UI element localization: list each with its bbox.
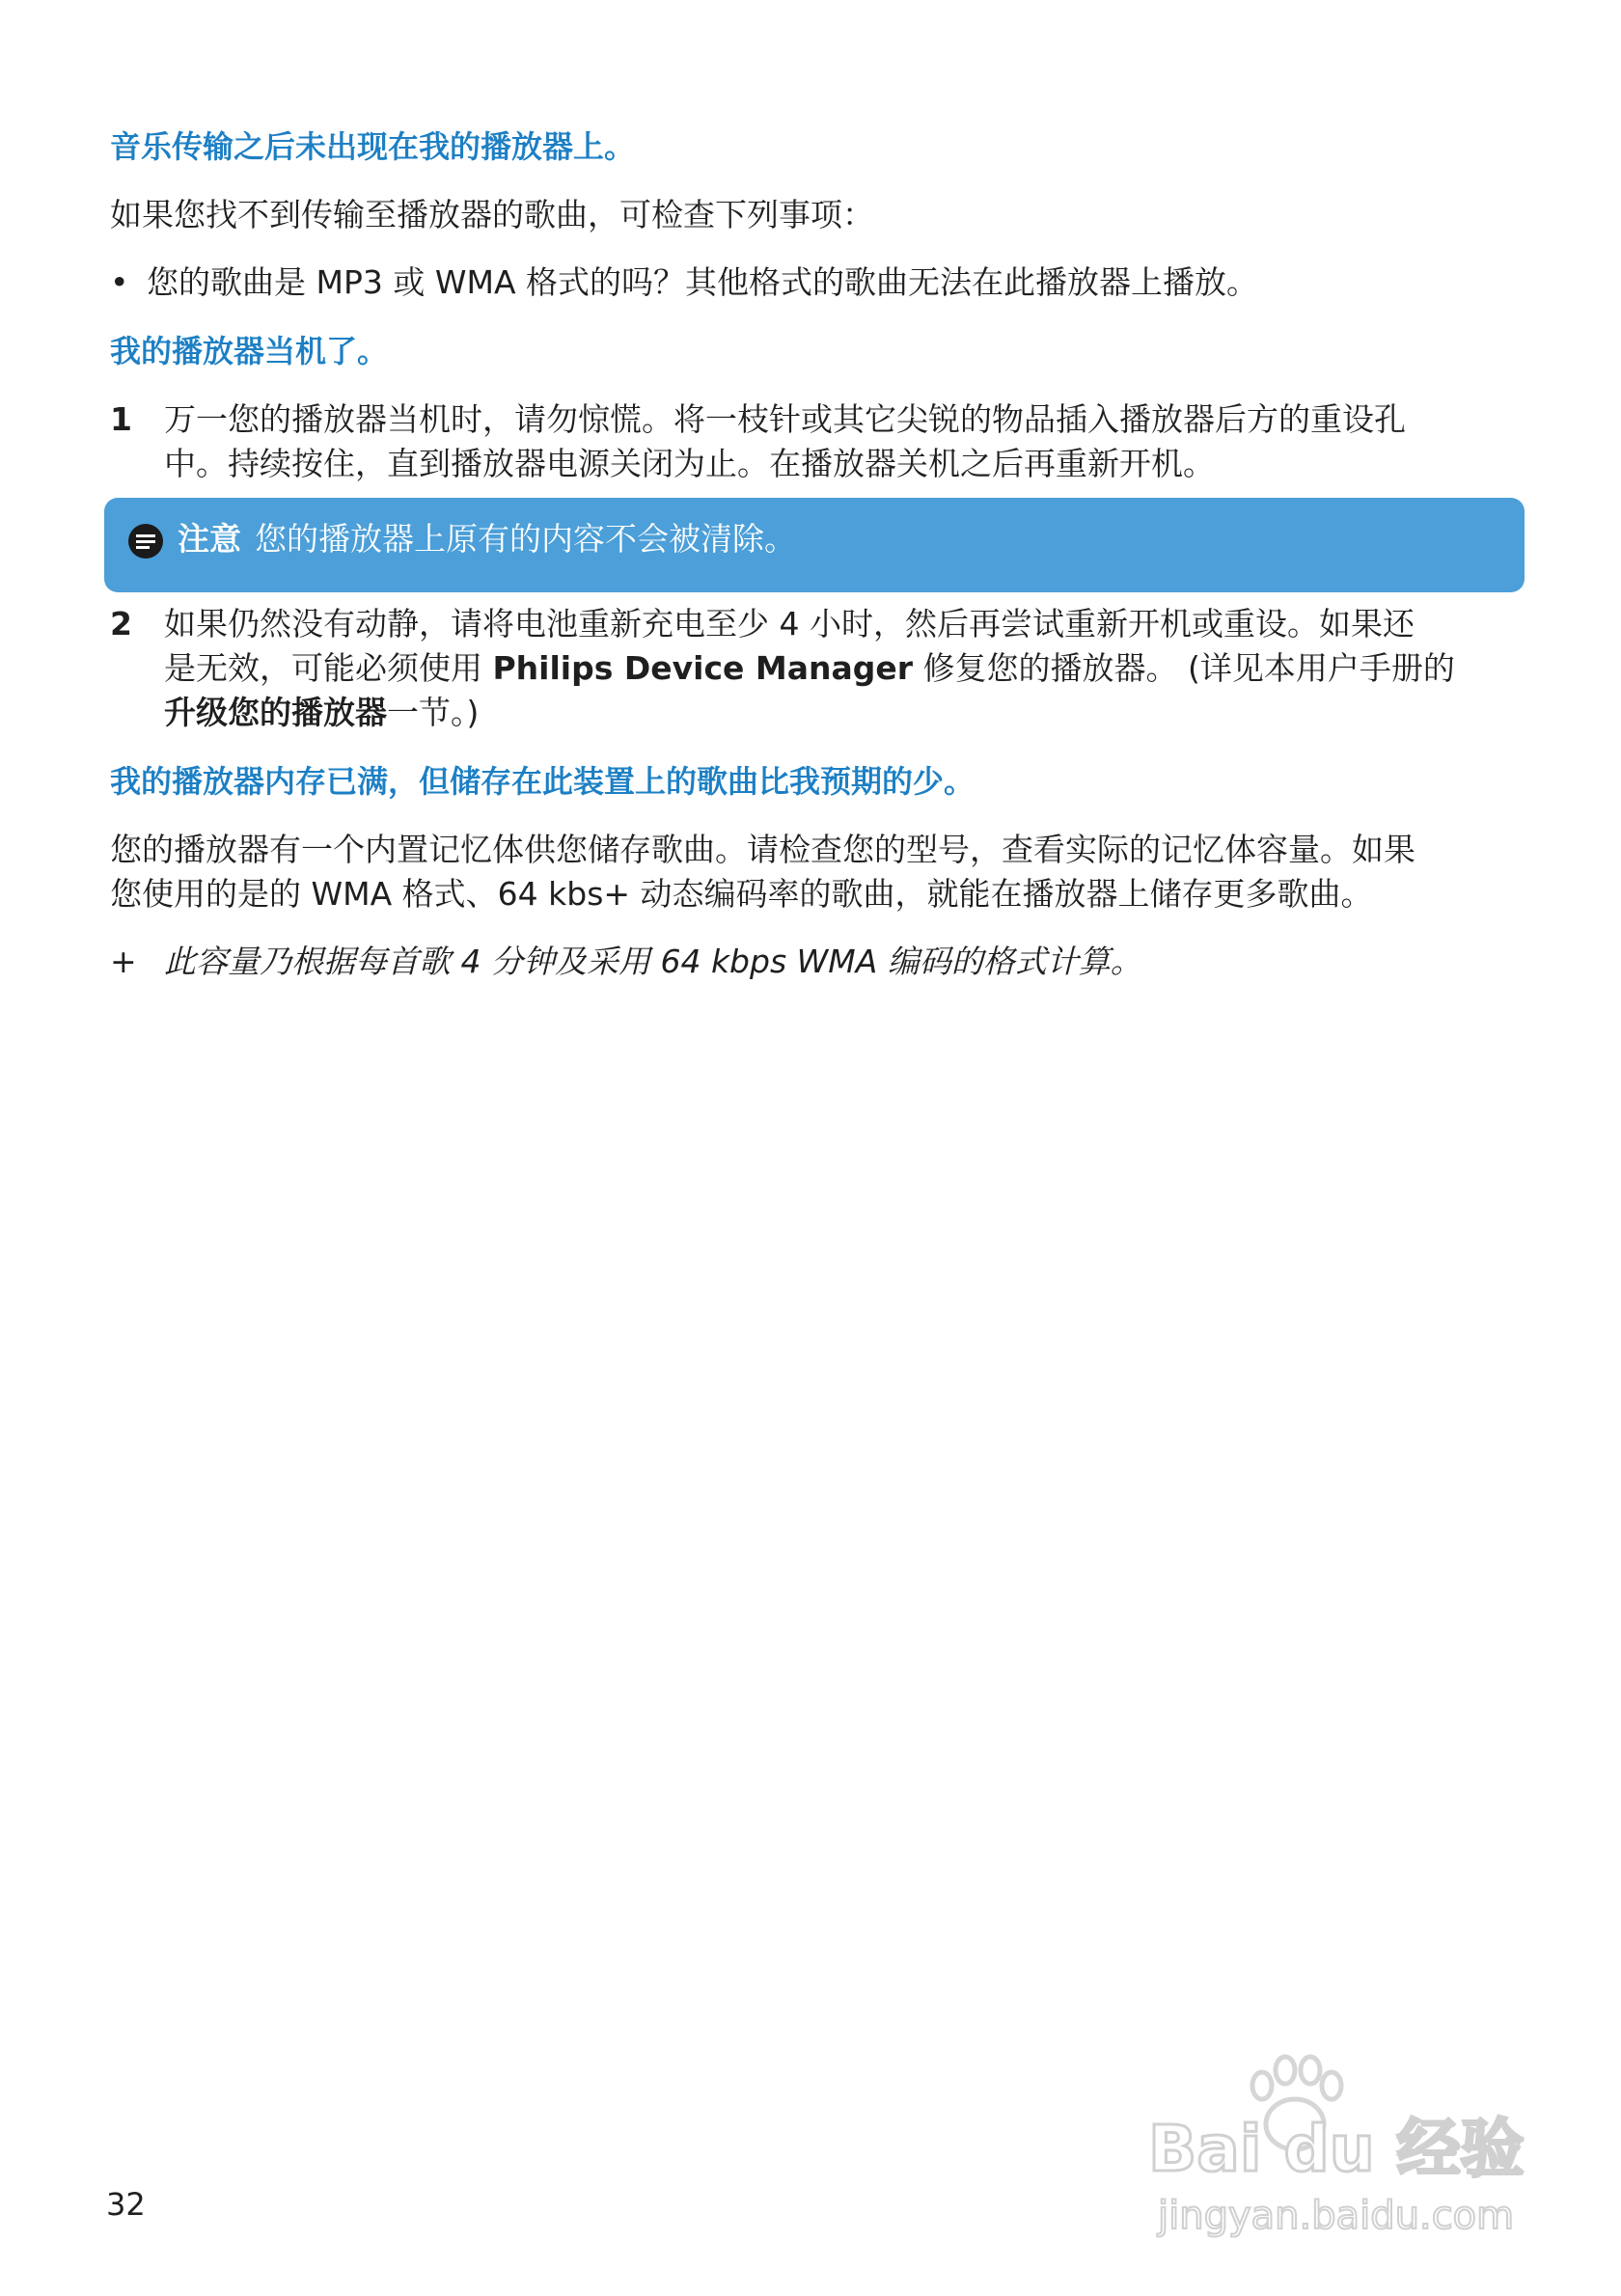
footnote: [110, 940, 1142, 984]
heading-music-not-shown: 音乐传输之后未出现在我的播放器上。: [110, 128, 636, 165]
paragraph-memory-line-2: 您使用的是的 WMA 格式、64 kbs+ 动态编码率的歌曲，就能在播放器上储存更多歌曲。: [110, 875, 1373, 913]
bullet-marker: •: [110, 263, 129, 301]
watermark-url: jingyan.baidu.com: [1158, 2194, 1515, 2238]
heading-player-crashed: 我的播放器当机了。: [110, 333, 389, 369]
step-2-text: [164, 602, 1455, 735]
note-label: 注意: [178, 520, 241, 558]
paragraph-memory-line-1: 您的播放器有一个内置记忆体供您储存歌曲。请检查您的型号，查看实际的记忆体容量。如果: [110, 831, 1415, 868]
note-text: 您的播放器上原有的内容不会被清除。: [255, 520, 796, 558]
paragraph-check-items: 如果您找不到传输至播放器的歌曲，可检查下列事项：: [110, 196, 874, 233]
step-2-line-2: [164, 646, 1455, 691]
watermark-brand: Bai du 经验: [1148, 2112, 1525, 2186]
footnote-text: 此容量乃根据每首歌 4 分钟及采用 64 kbps WMA 编码的格式计算。: [164, 943, 1142, 980]
bullet-item-format: [110, 260, 1258, 305]
section-reference: 升级您的播放器: [164, 694, 387, 731]
step-1-line-2: 中。持续按住，直到播放器电源关闭为止。在播放器关机之后再重新开机。: [164, 445, 1215, 482]
note-box: [104, 498, 1525, 592]
step-number: 2: [110, 605, 132, 642]
note-icon: [127, 523, 164, 560]
note-content: [178, 517, 796, 561]
step-2-line-2-pre: 是无效，可能必须使用: [164, 649, 493, 687]
paragraph-memory: [110, 828, 1415, 916]
heading-memory-full: 我的播放器内存已满，但储存在此装置上的歌曲比我预期的少。: [110, 763, 975, 800]
product-name: Philips Device Manager: [492, 649, 914, 687]
step-1-line-1: 万一您的播放器当机时，请勿惊慌。将一枝针或其它尖锐的物品插入播放器后方的重设孔: [164, 400, 1406, 438]
baidu-jingyan-watermark: [1148, 2036, 1553, 2248]
page-number: 32: [106, 2186, 146, 2223]
step-1-text: [164, 397, 1406, 486]
step-2-line-3-post: 一节。): [387, 694, 480, 731]
step-2-line-3: [164, 691, 1455, 735]
step-number: 1: [110, 400, 132, 438]
bullet-text: 您的歌曲是 MP3 或 WMA 格式的吗？其他格式的歌曲无法在此播放器上播放。: [147, 263, 1259, 301]
footnote-mark: +: [110, 943, 137, 980]
step-2-line-2-post: 修复您的播放器。 (详见本用户手册的: [913, 649, 1455, 687]
step-2-line-1: 如果仍然没有动静，请将电池重新充电至少 4 小时，然后再尝试重新开机或重设。如果还: [164, 605, 1415, 642]
